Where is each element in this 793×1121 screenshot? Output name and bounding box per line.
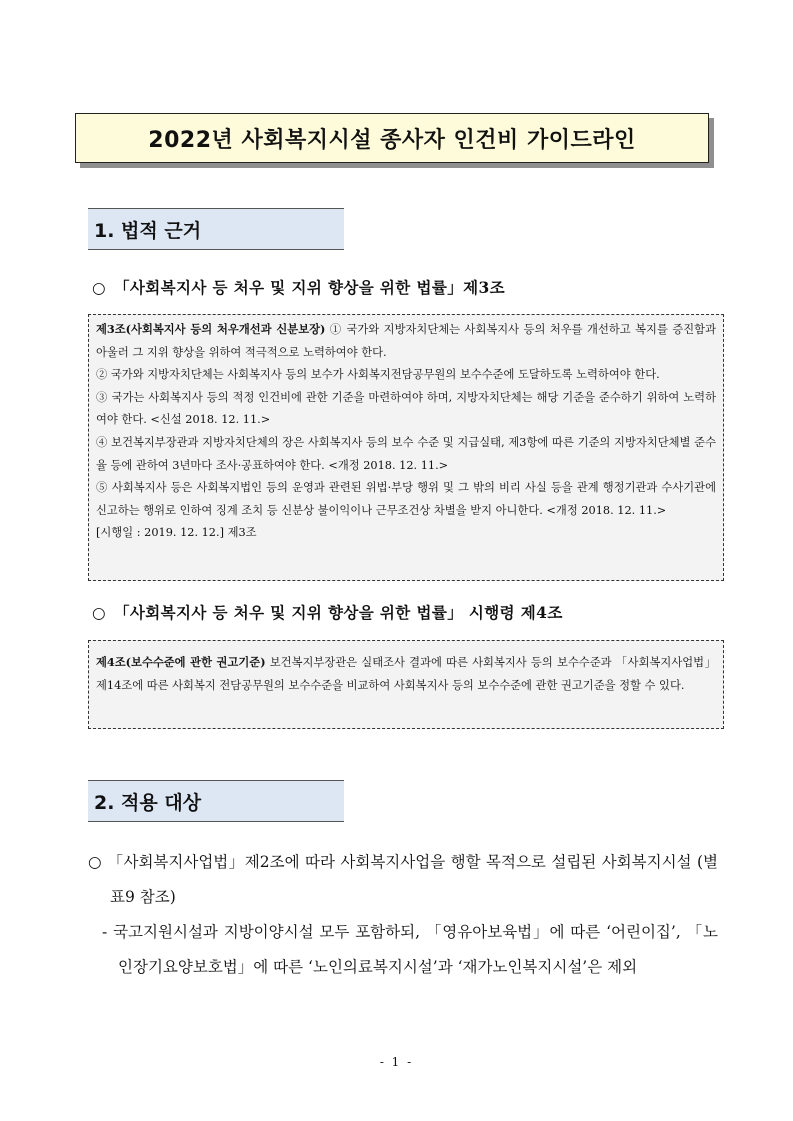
list-item: - 국고지원시설과 지방이양시설 모두 포함하되, 「영유아보육법」에 따른 ‘어린이집’, 「노인장기요양보호법」에 따른 ‘노인의료복지시설’과 ‘재가노인복지시설’은 제외 <box>102 923 718 976</box>
clause-text: ④ 보건복지부장관과 지방자치단체의 장은 사회복지사 등의 보수 수준 및 지급실태, 제3항에 따른 기준의 지방자치단체별 준수율 등에 관하여 3년마다 조사·공표하여야 한다. <개정 2018. 12. 11.> <box>96 435 716 472</box>
law-clause <box>96 651 716 697</box>
law-clause <box>96 387 716 432</box>
law-clause <box>96 318 716 364</box>
page-number: - 1 - <box>379 1055 414 1069</box>
target-description <box>88 845 718 985</box>
bullet-circle: ○ <box>92 279 106 297</box>
clause-text: 보건복지부장관은 실태조사 결과에 따른 사회복지사 등의 보수수준과 「사회복지사업법」 제14조에 따른 사회복지 전담공무원의 보수수준을 비교하여 사회복지사 등의 보수수준에 관한 권고기준을 정할 수 있다. <box>96 656 716 692</box>
clause-text: ① 국가와 지방자치단체는 사회복지사 등의 처우를 개선하고 복지를 증진함과 아울러 그 지위 향상을 위하여 적극적으로 노력하여야 한다. <box>96 323 716 359</box>
page-title-text: 2022년 사회복지시설 종사자 인건비 가이드라인 <box>148 127 636 153</box>
law-name: 「사회복지사 등 처우 및 지위 향상을 위한 법률」 시행령 제4조 <box>114 603 563 622</box>
law-clause <box>96 522 716 545</box>
clause-text: [시행일 : 2019. 12. 12.] 제3조 <box>96 526 257 540</box>
law-text-box-1 <box>88 314 724 581</box>
law-clause <box>96 364 716 387</box>
article-title: 제3조(사회복지사 등의 처우개선과 신분보장) <box>96 322 326 336</box>
section-heading-target <box>88 780 344 822</box>
article-title: 제4조(보수수준에 관한 권고기준) <box>96 655 266 669</box>
law-name: 「사회복지사 등 처우 및 지위 향상을 위한 법률」제3조 <box>114 278 506 297</box>
clause-text: ⑤ 사회복지사 등은 사회복지법인 등의 운영과 관련된 위법·부당 행위 및 그 밖의 비리 사실 등을 관계 행정기관과 수사기관에 신고하는 행위로 인하여 징계 조치 등 신분상 불이익이나 근무조건상 차별을 받지 아니한다. <개정 2018. 12. 11.> <box>96 481 716 517</box>
list-item: ○ 「사회복지사업법」제2조에 따라 사회복지사업을 행할 목적으로 설립된 사회복지시설 (별표9 참조) <box>88 853 718 906</box>
page-title <box>75 113 709 163</box>
section-heading-text: 1. 법적 근거 <box>94 219 202 242</box>
clause-text: ③ 국가는 사회복지사 등의 적정 인건비에 관한 기준을 마련하여야 하며, 지방자치단체는 해당 기준을 준수하기 위하여 노력하여야 한다. <신설 2018. 12. 11.> <box>96 390 716 427</box>
law-clause <box>96 477 716 522</box>
clause-text: ② 국가와 지방자치단체는 사회복지사 등의 보수가 사회복지전담공무원의 보수수준에 도달하도록 노력하여야 한다. <box>96 368 660 382</box>
law-clause <box>96 432 716 477</box>
bullet-circle: ○ <box>92 604 106 622</box>
law-text-box-2 <box>88 640 724 729</box>
section-heading-legal-basis <box>88 208 344 250</box>
law-reference-2 <box>92 601 563 623</box>
section-heading-text: 2. 적용 대상 <box>94 791 202 814</box>
law-reference-1 <box>92 276 505 298</box>
